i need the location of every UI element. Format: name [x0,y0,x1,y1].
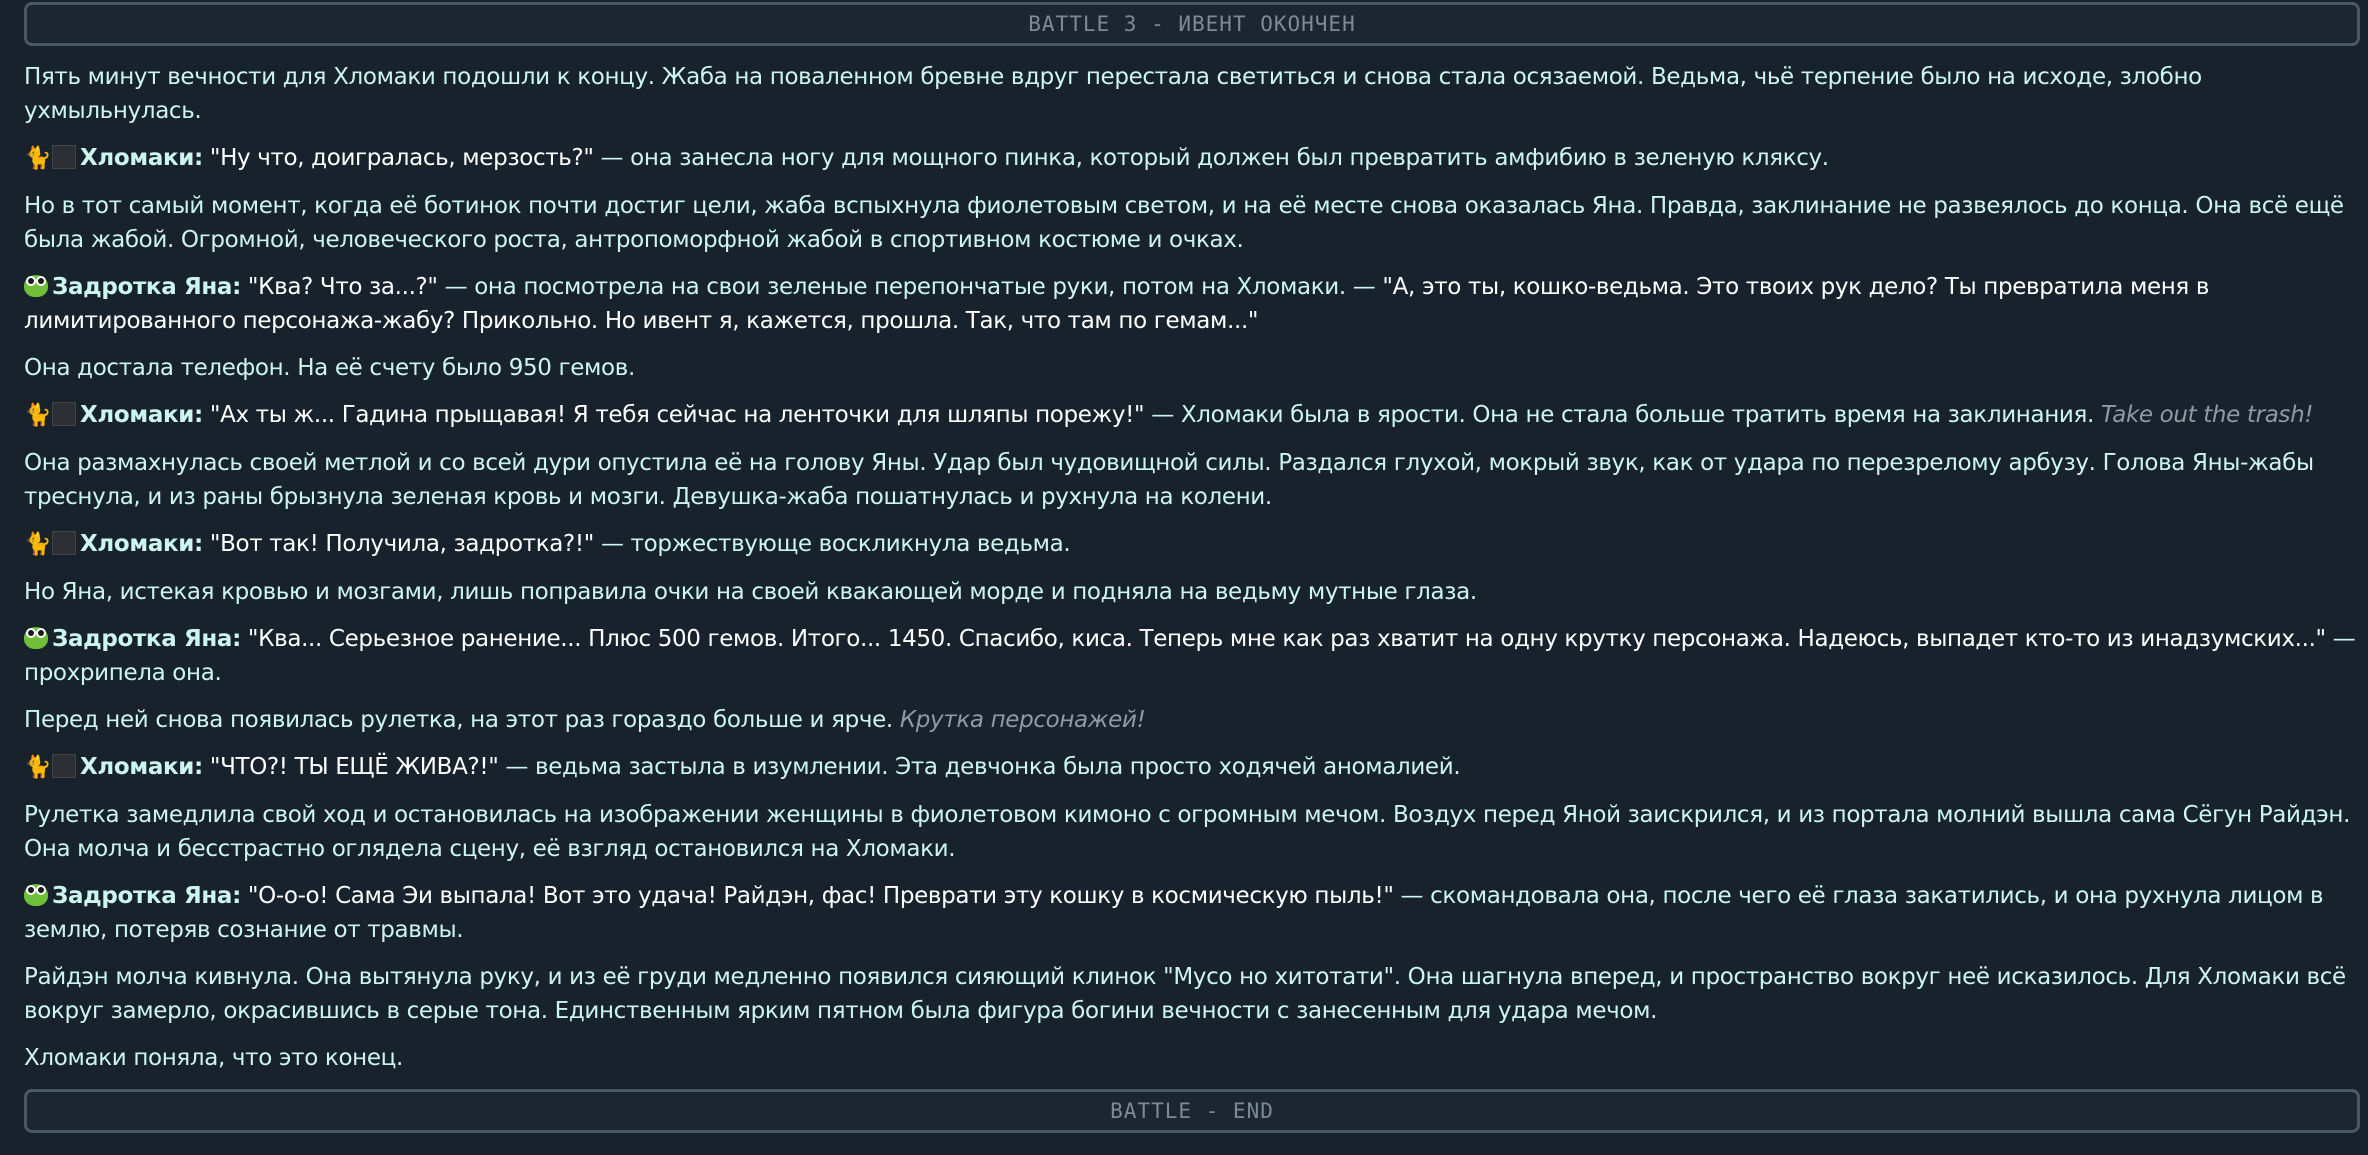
speaker-name: Задротка Яна: [52,274,241,300]
black-square-icon [52,754,76,778]
cat-icon: 🐈 [24,403,52,428]
narration-text: Но Яна, истекая кровью и мозгами, лишь поправила очки на своей квакающей морде и подняла на ведьму мутные глаза. [24,579,1477,605]
frog-icon [24,275,48,297]
narration-paragraph [24,1041,2360,1075]
black-square-icon [52,402,76,426]
narration-text: Рулетка замедлила свой ход и остановилась на изображении женщины в фиолетовом кимоно с огромным мечом. Воздух перед Яной заискрился, и из портала молний вышла сама Сёгун Райдэн. Она молча и бесстрастно оглядела сцену, её взгляд остановился на Хломаки. [24,802,2351,862]
narration-paragraph [24,960,2360,1028]
narration-text: Райдэн молча кивнула. Она вытянула руку, и из её груди медленно появился сияющий клинок "Мусо но хитотати". Она шагнула вперед, и пространство вокруг неё исказилось. Для Хломаки всё вокруг замерло, окрасившись в серые тона. Единственным ярким пятном была фигура богини вечности с занесенным для удара мечом. [24,964,2346,1024]
dialogue-quote: "А, это ты, кошко-ведьма. Это твоих рук дело? Ты превратила меня в лимитированного персонажа-жабу? Прикольно. Но ивент я, кажется, прошла. Так, что там по гемам..." [24,274,2210,334]
narration-text: Пять минут вечности для Хломаки подошли к концу. Жаба на поваленном бревне вдруг перестала светиться и снова стала осязаемой. Ведьма, чьё терпение было на исходе, злобно ухмыльнулась. [24,64,2202,124]
narration-text: Она размахнулась своей метлой и со всей дури опустила её на голову Яны. Удар был чудовищной силы. Раздался глухой, мокрый звук, как от удара по перезрелому арбузу. Голова Яны-жабы треснула, и из раны брызнула зеленая кровь и мозги. Девушка-жаба пошатнулась и рухнула на колени. [24,450,2314,510]
speaker-name: Хломаки: [80,402,203,428]
narration-text: — ведьма застыла в изумлении. Эта девчонка была просто ходячей аномалией. [498,754,1461,780]
black-square-icon [52,531,76,555]
narration-text: Хломаки поняла, что это конец. [24,1045,403,1071]
dialogue-line-hlomaki [24,398,2360,433]
narration-paragraph [24,189,2360,257]
speaker-name: Хломаки: [80,754,203,780]
battle-end-banner: BATTLE - END [24,1089,2360,1133]
dialogue-quote: "Ах ты ж... Гадина прыщавая! Я тебя сейчас на ленточки для шляпы порежу!" [209,402,1145,428]
narration-paragraph [24,446,2360,514]
narration-text: Перед ней снова появилась рулетка, на этот раз гораздо больше и ярче. [24,707,900,733]
speaker-name: Задротка Яна: [52,626,241,652]
cat-icon: 🐈 [24,146,52,171]
narration-text: — прохрипела она. [24,626,2356,686]
dialogue-quote: "ЧТО?! ТЫ ЕЩЁ ЖИВА?!" [209,754,499,780]
narration-text: — Хломаки была в ярости. Она не стала больше тратить время на заклинания. [1144,402,2101,428]
dialogue-line-hlomaki [24,527,2360,562]
speaker-name: Хломаки: [80,145,203,171]
battle-start-banner: BATTLE 3 - ИВЕНТ ОКОНЧЕН [24,2,2360,46]
speaker-name: Хломаки: [80,531,203,557]
dialogue-quote: "Ква? Что за...?" [247,274,438,300]
italic-emphasis: Крутка персонажей! [899,707,1146,733]
narration-text: — торжествующе воскликнула ведьма. [593,531,1071,557]
dialogue-quote: "О-о-о! Сама Эи выпала! Вот это удача! Райдэн, фас! Преврати эту кошку в космическую пыль!" [247,883,1394,909]
narration-text: — она посмотрела на свои зеленые перепончатые руки, потом на Хломаки. — [437,274,1383,300]
dialogue-quote: "Ква... Серьезное ранение... Плюс 500 гемов. Итого... 1450. Спасибо, киса. Теперь мне как раз хватит на одну крутку персонажа. Надеюсь, выпадет кто-то из инадзумских..." [247,626,2326,652]
narration-paragraph [24,703,2360,737]
dialogue-quote: "Ну что, доигралась, мерзость?" [209,145,594,171]
dialogue-line-hlomaki [24,750,2360,785]
dialogue-line-hlomaki [24,141,2360,176]
frog-icon [24,627,48,649]
dialogue-quote: "Вот так! Получила, задротка?!" [209,531,594,557]
dialogue-line-yana [24,879,2360,947]
narration-paragraph [24,575,2360,609]
story-container [24,0,2360,1133]
narration-text: Но в тот самый момент, когда её ботинок почти достиг цели, жаба вспыхнула фиолетовым светом, и на её месте снова оказалась Яна. Правда, заклинание не развеялось до конца. Она всё ещё была жабой. Огромной, человеческого роста, антропоморфной жабой в спортивном костюме и очках. [24,193,2344,253]
dialogue-line-yana [24,622,2360,690]
black-square-icon [52,145,76,169]
dialogue-line-yana [24,270,2360,338]
frog-icon [24,884,48,906]
narration-text: — скомандовала она, после чего её глаза закатились, и она рухнула лицом в землю, потеряв сознание от травмы. [24,883,2324,943]
narration-text: — она занесла ногу для мощного пинка, который должен был превратить амфибию в зеленую кляксу. [593,145,1829,171]
speaker-name: Задротка Яна: [52,883,241,909]
narration-paragraph [24,60,2360,128]
italic-emphasis: Take out the trash! [2100,402,2314,428]
cat-icon: 🐈 [24,755,52,780]
narration-paragraph [24,351,2360,385]
narration-paragraph [24,798,2360,866]
narration-text: Она достала телефон. На её счету было 950 гемов. [24,355,635,381]
cat-icon: 🐈 [24,532,52,557]
